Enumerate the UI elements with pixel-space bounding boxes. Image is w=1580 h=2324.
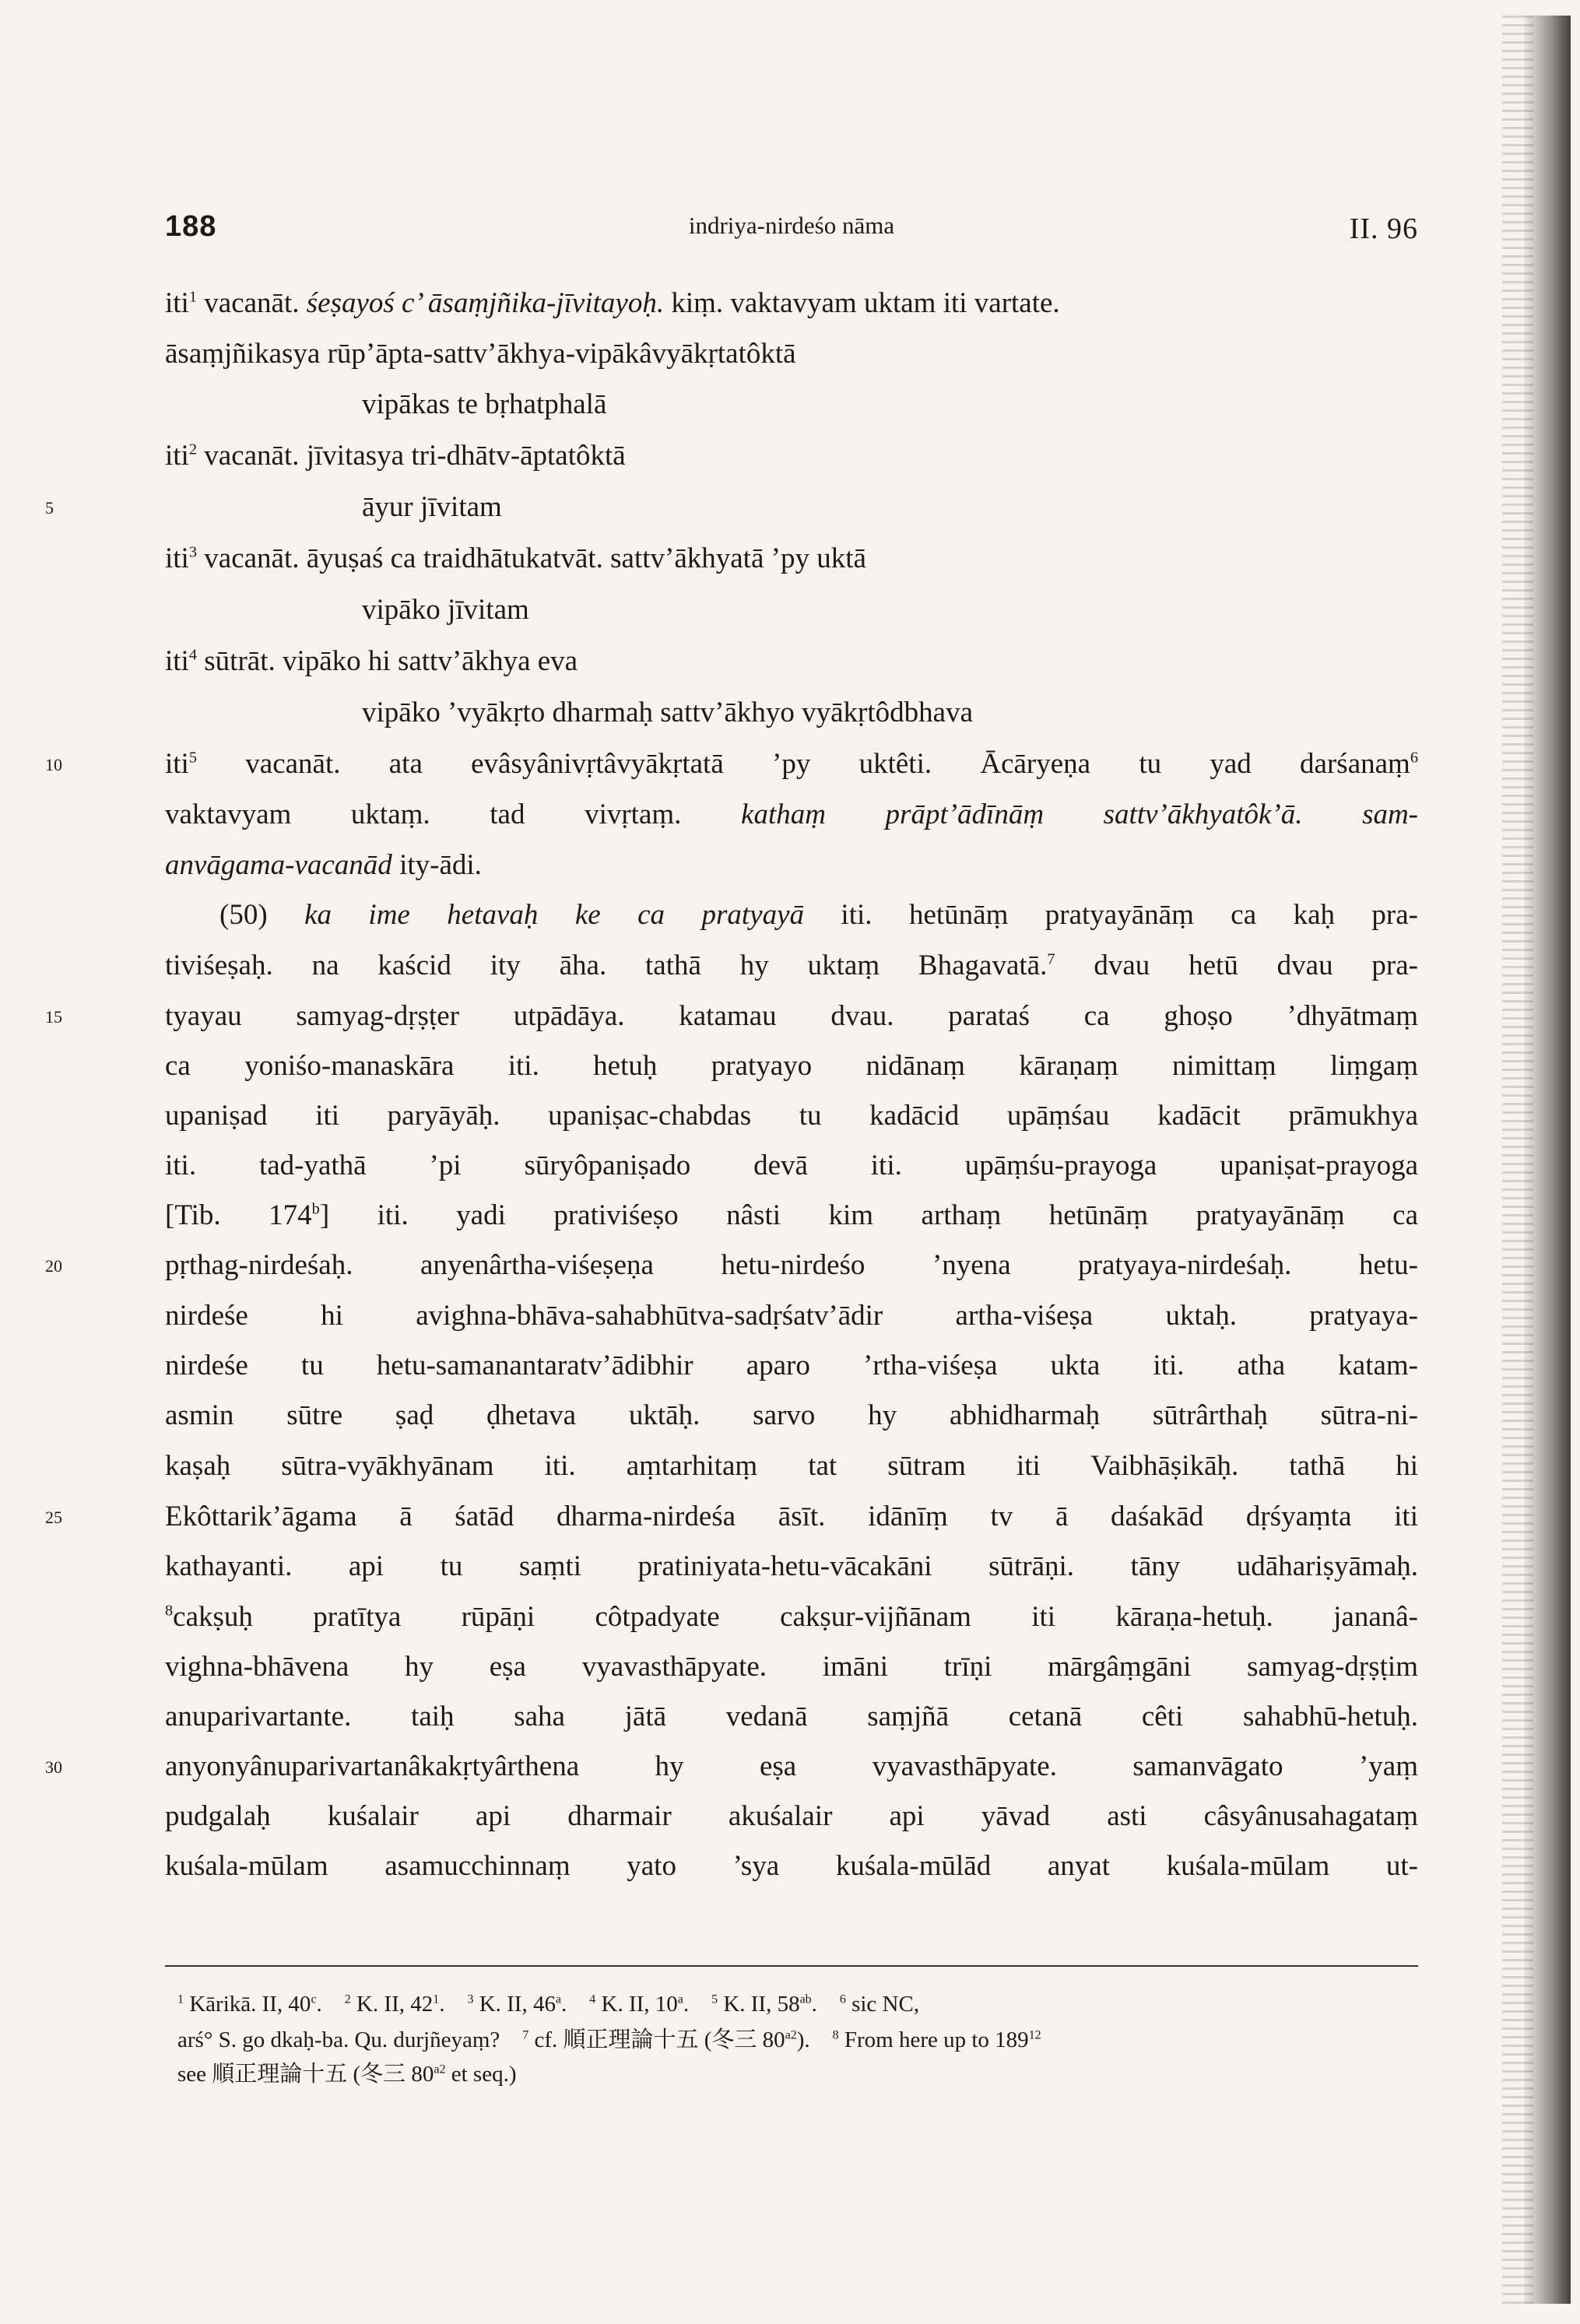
line-number: 5	[45, 498, 54, 518]
text-line: iti$^5$ vacanāt. ata evâsyânivṛtâvyākṛtatā ’py uktêti. Ācāryeṇa tu yad darśanaṃ$^6$	[165, 748, 1418, 780]
text-line: vighna-bhāvena hy eṣa vyavasthāpyate. imāni trīṇi mārgâṃgāni samyag-dṛṣṭim	[165, 1651, 1418, 1683]
text-line: nirdeśe hi avighna-bhāva-sahabhūtva-sadṛśatv’ādir artha-viśeṣa uktaḥ. pratyaya-	[165, 1300, 1418, 1332]
verse-line: vipāko jīvitam	[362, 594, 529, 626]
verse-line: vipākas te bṛhatphalā	[362, 388, 607, 420]
text-line: anyonyânuparivartanâkakṛtyârthena hy eṣa vyavasthāpyate. samanvāgato ’yaṃ	[165, 1750, 1418, 1782]
section-reference: II. 96	[1349, 212, 1418, 245]
text-line: Ekôttarik’āgama ā śatād dharma-nirdeśa āsīt. idānīṃ tv ā daśakād dṛśyaṃta iti	[165, 1501, 1418, 1532]
text-line: upaniṣad iti paryāyāḥ. upaniṣac-chabdas tu kadācid upāṃśau kadācit prāmukhya	[165, 1100, 1418, 1132]
text-line: kaṣaḥ sūtra-vyākhyānam iti. aṃtarhitaṃ tat sūtram iti Vaibhāṣikāḥ. tathā hi	[165, 1450, 1418, 1482]
line-number: 30	[45, 1757, 62, 1777]
footnote-separator	[165, 1965, 1418, 1967]
line-number: 10	[45, 755, 62, 774]
text-line: kathayanti. api tu saṃti pratiniyata-hetu-vācakāni sūtrāṇi. tāny udāhariṣyāmaḥ.	[165, 1550, 1418, 1582]
text-line: nirdeśe tu hetu-samanantaratv’ādibhir aparo ’rtha-viśeṣa ukta iti. atha katam-	[165, 1350, 1418, 1381]
verse-line: āyur jīvitam	[362, 491, 502, 523]
line-number: 20	[45, 1256, 62, 1276]
footnote-line: see 順正理論十五 (冬三 $80^{a2}$ et seq.)	[177, 2062, 517, 2087]
page-header	[165, 210, 1418, 249]
page-number: 188	[165, 210, 217, 243]
text-line: $^8$cakṣuḥ pratītya rūpāṇi côtpadyate cakṣur-vijñānam iti kāraṇa-hetuḥ. jananâ-	[165, 1601, 1418, 1633]
text-line: iti$^4$ sūtrāt. vipāko hi sattv’ākhya eva	[165, 645, 578, 677]
line-number: 25	[45, 1508, 62, 1527]
text-line: anvāgama-vacanād ity-ādi.	[165, 849, 482, 881]
footnote-line: arś° S. go dkaḥ-ba. Qu. durjñeyaṃ? $^7$ cf. 順正理論十五 (冬三 $80^{a2}$). $^8$ From here up to $189^{12}$	[177, 2027, 1041, 2052]
page-edge-texture	[1502, 16, 1533, 2304]
text-line: iti$^3$ vacanāt. āyuṣaś ca traidhātukatvāt. sattv’ākhyatā ’py uktā	[165, 542, 866, 574]
text-line: pudgalaḥ kuśalair api dharmair akuśalair api yāvad asti câsyânusahagataṃ	[165, 1800, 1418, 1832]
text-line: vaktavyam uktaṃ. tad vivṛtaṃ. kathaṃ prāpt’ādīnāṃ sattv’ākhyatôk’ā. sam-	[165, 799, 1419, 830]
text-line: ca yoniśo-manaskāra iti. hetuḥ pratyayo nidānaṃ kāraṇaṃ nimittaṃ liṃgaṃ	[165, 1050, 1418, 1082]
running-title: indriya-nirdeśo nāma	[688, 212, 895, 239]
text-line: (50) ka ime hetavaḥ ke ca pratyayā iti. hetūnāṃ pratyayānāṃ ca kaḥ pra-	[219, 899, 1418, 931]
text-line: iti$^1$ vacanāt. śeṣayoś c’ āsaṃjñika-jīvitayoḥ. kiṃ. vaktavyam uktam iti vartate.	[165, 287, 1060, 319]
text-line: pṛthag-nirdeśaḥ. anyenârtha-viśeṣeṇa hetu-nirdeśo ’nyena pratyaya-nirdeśaḥ. hetu-	[165, 1249, 1418, 1281]
text-line: āsaṃjñikasya rūp’āpta-sattv’ākhya-vipākâvyākṛtatôktā	[165, 338, 796, 370]
verse-line: vipāko ’vyākṛto dharmaḥ sattv’ākhyo vyākṛtôdbhava	[362, 697, 973, 728]
text-line: kuśala-mūlam asamucchinnaṃ yato ’sya kuśala-mūlād anyat kuśala-mūlam ut-	[165, 1850, 1418, 1882]
text-line: tiviśeṣaḥ. na kaścid ity āha. tathā hy uktaṃ Bhagavatā.$^7$ dvau hetū dvau pra-	[165, 950, 1418, 981]
footnote-line: $^1$ Kārikā. II, 40$^c$. $^2$ K. II, $42^1$. $^3$ K. II, 46$^a$. $^4$ K. II, 10$^a$. $^5$ K. II, $58^{ab}$. $^6$ sic NC,	[177, 1992, 920, 2017]
text-line: [Tib. 174$^b$] iti. yadi prativiśeṣo nâsti kim arthaṃ hetūnāṃ pratyayānāṃ ca	[165, 1199, 1419, 1231]
text-line: iti. tad-yathā ’pi sūryôpaniṣado devā iti. upāṃśu-prayoga upaniṣat-prayoga	[165, 1150, 1418, 1181]
text-line: asmin sūtre ṣaḍ ḍhetava uktāḥ. sarvo hy abhidharmaḥ sūtrârthaḥ sūtra-ni-	[165, 1399, 1418, 1431]
text-line: anuparivartante. taiḥ saha jātā vedanā saṃjñā cetanā cêti sahabhū-hetuḥ.	[165, 1701, 1418, 1732]
text-line: tyayau samyag-dṛṣṭer utpādāya. katamau dvau. parataś ca ghoṣo ’dhyātmaṃ	[165, 1000, 1418, 1032]
line-number: 15	[45, 1007, 62, 1027]
text-line: iti$^2$ vacanāt. jīvitasya tri-dhātv-āptatôktā	[165, 440, 626, 472]
